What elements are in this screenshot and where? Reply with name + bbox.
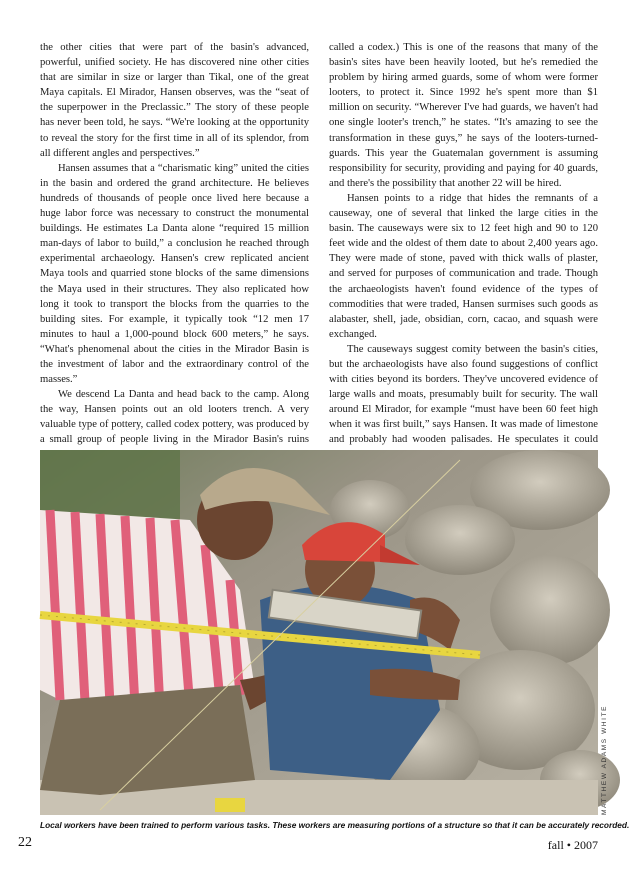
workers-photo [40, 450, 598, 815]
paragraph: the other cities that were part of the basin's advanced, powerful, unified society. He has discovered nine other cities that are similar in size or larger than Tikal, one of the great Maya capitals. El Mirador, Hansen observes, was the “seat of the superpower in the Preclassic.” The story of these people has never been told, he says. “We're looking at the opportunity to reveal the story for the first time in all of its splendor, from all different angles and perspectives.” [40, 42, 309, 159]
paragraph: Hansen points to a ridge that hides the remnants of a causeway, one of several that linked the large cities in the basin. The causeways were six to 12 feet high and 90 to 120 feet wide and the oldest of them date to about 2,400 years ago. They were made of stone, paved with thick walls of plaster, and served for purposes of communication and trade. Though the archaeologists haven't found evidence of the types of commodities that were traded, Hansen surmises such goods as alabaster, shell, jade, obsidian, corn, cacao, and squash were exchanged. [329, 192, 598, 340]
paragraph: We descend La Danta and head back to the camp. Along the way, Hansen points out an old looters trench. A very valuable type of pottery, called codex pottery, was produced by a small group of people living in the Mirador Basin's ruins [40, 389, 309, 446]
article-body [40, 40, 598, 446]
photo-illustration [40, 450, 598, 815]
photo-caption: Local workers have been trained to perform various tasks. These workers are measuring portions of a structure so that it can be accurately recorded. [40, 820, 630, 830]
paragraph: called a codex.) This is one of the reasons that many of the basin's sites have been heavily looted, but he's remedied the problem by hiring armed guards, some of whom were former looters, to protect it. Since 1992 he's spent more than $1 million on security. “Wherever I've had guards, we haven't had one single looter's trench,” he states. “It's amazing to see the transformation in these guys,” he says of the looters-turned-guards. This year the Guatemalan government is assuming responsibility for security, providing and paying for 40 guards, and there's the possibility that another 22 will be hired. [329, 42, 598, 189]
issue-date: fall • 2007 [547, 838, 598, 852]
right-column [329, 40, 598, 446]
paragraph: Hansen assumes that a “charismatic king” united the cities in the basin and ordered the grand architecture. He believes hundreds of thousands of people once lived here because a huge labor force was necessary to construct the monumental buildings. He estimates La Danta alone “required 15 million man-days of labor to build,” a conclusion he reached through experimental archaeology. Hansen's crew replicated ancient Maya tools and quarried stone blocks of the same dimensions the Maya used in their structures. They also replicated how long it took to transport the blocks from the quarries to the building sites. For example, it typically took “12 men 17 minutes to haul a 1,000-pound block 600 meters,” he says. “What's phenomenal about the cities in the Mirador Basin is the investment of labor and the extraordinary control of the masses.” [40, 162, 309, 386]
paragraph: The causeways suggest comity between the basin's cities, but the archaeologists have also found suggestions of conflict with cities beyond its borders. They've uncovered evidence of large walls and moats, presumably built for security. The wall around El Mirador, for example “must have been 60 feet high when it was first built,” says Hansen. It was made of limestone and probably had wooden palisades. He speculates it could [329, 343, 598, 446]
left-column [40, 40, 309, 446]
photo-credit: MATTHEW ADAMS WHITE [601, 704, 608, 815]
page-number: 22 [18, 835, 32, 850]
